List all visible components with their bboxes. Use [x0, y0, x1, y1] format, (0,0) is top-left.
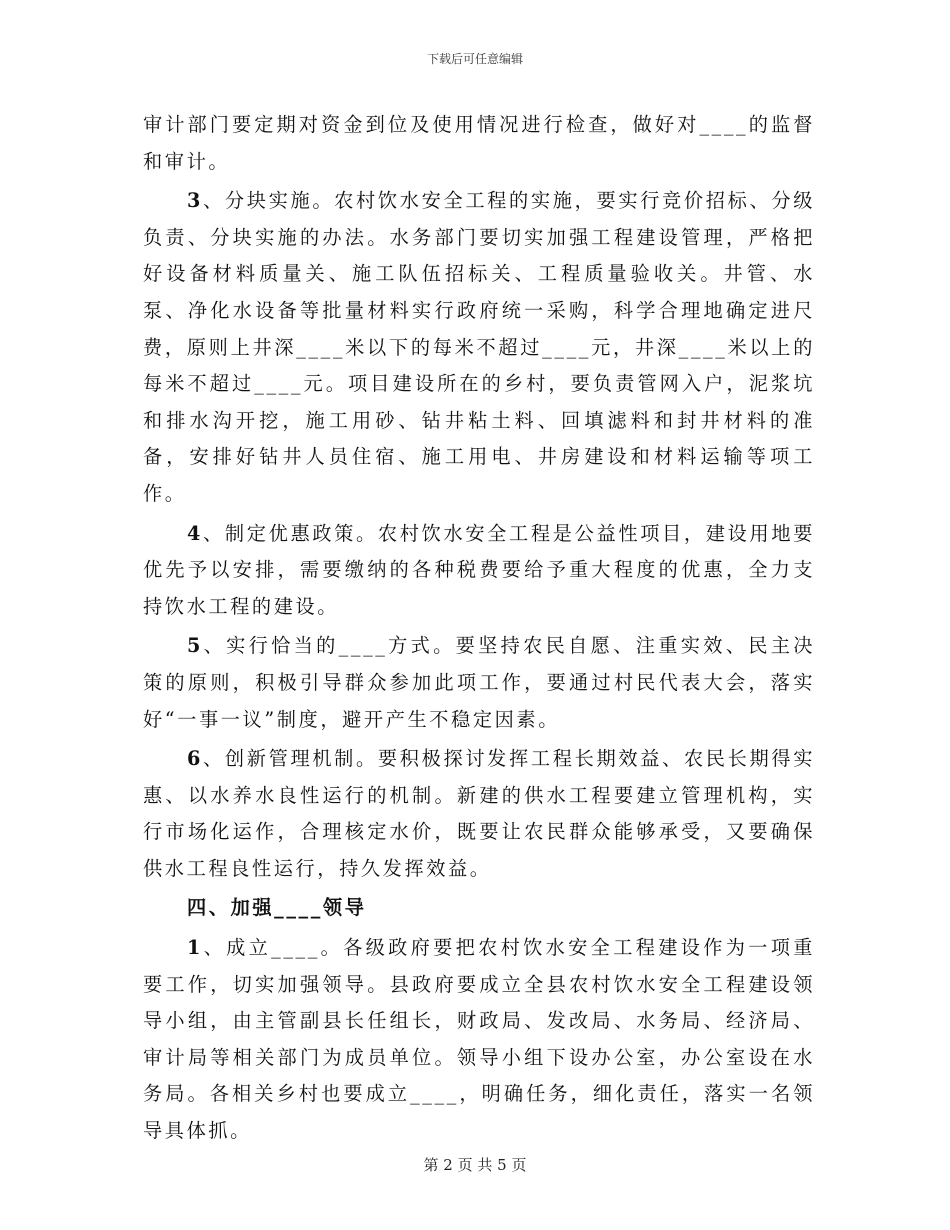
paragraph-item-1 [143, 930, 815, 1150]
document-body [143, 107, 815, 1150]
item-number: 4 [187, 521, 203, 545]
paragraph-continuation [143, 107, 815, 180]
paragraph-text: 、创新管理机制。要积极探讨发挥工程长期效益、农民长期得实惠、以水养水良性运行的机制。新建的供水工程要建立管理机构，实行市场化运作，合理核定水价，既要让农民群众能够承受，又要确保供水工程良性运行，持久发挥效益。 [143, 747, 815, 880]
page-footer: 第 2 页 共 5 页 [423, 1156, 527, 1174]
item-number: 3 [187, 189, 203, 213]
item-number: 1 [187, 936, 203, 960]
page-header: 下载后可任意编辑 [426, 52, 523, 66]
paragraph-item-3 [143, 183, 815, 512]
paragraph-text: 、实行恰当的____方式。要坚持农民自愿、注重实效、民主决策的原则，积极引导群众参加此项工作，要通过村民代表大会，落实好“一事一议”制度，避开产生不稳定因素。 [143, 634, 815, 731]
paragraph-text: 、成立____。各级政府要把农村饮水安全工程建设作为一项重要工作，切实加强领导。县政府要成立全县农村饮水安全工程建设领导小组，由主管副县长任组长，财政局、发改局、水务局、经济局、审计局等相关部门为成员单位。领导小组下设办公室，办公室设在水务局。各相关乡村也要成立____，明确任务，细化责任，落实一名领导具体抓。 [143, 936, 815, 1143]
item-number: 5 [187, 634, 203, 658]
paragraph-item-5 [143, 628, 815, 738]
paragraph-text: 、制定优惠政策。农村饮水安全工程是公益性项目，建设用地要优先予以安排，需要缴纳的各种税费要给予重大程度的优惠，全力支持饮水工程的建设。 [143, 521, 815, 618]
paragraph-text: 审计部门要定期对资金到位及使用情况进行检查，做好对____的监督和审计。 [143, 113, 815, 173]
paragraph-item-6 [143, 741, 815, 887]
section-heading: 四、加强____领导 [187, 896, 367, 920]
item-number: 6 [187, 747, 203, 771]
paragraph-text: 、分块实施。农村饮水安全工程的实施，要实行竞价招标、分级负责、分块实施的办法。水务部门要切实加强工程建设管理，严格把好设备材料质量关、施工队伍招标关、工程质量验收关。井管、水泵、净化水设备等批量材料实行政府统一采购，科学合理地确定进尺费，原则上井深____米以下的每米不超过____元，井深____米以上的每米不超过____元。项目建设所在的乡村，要负责管网入户，泥浆坑和排水沟开挖，施工用砂、钻井粘土料、回填滤料和封井材料的准备，安排好钻井人员住宿、施工用电、井房建设和材料运输等项工作。 [143, 189, 815, 505]
paragraph-item-4 [143, 516, 815, 626]
